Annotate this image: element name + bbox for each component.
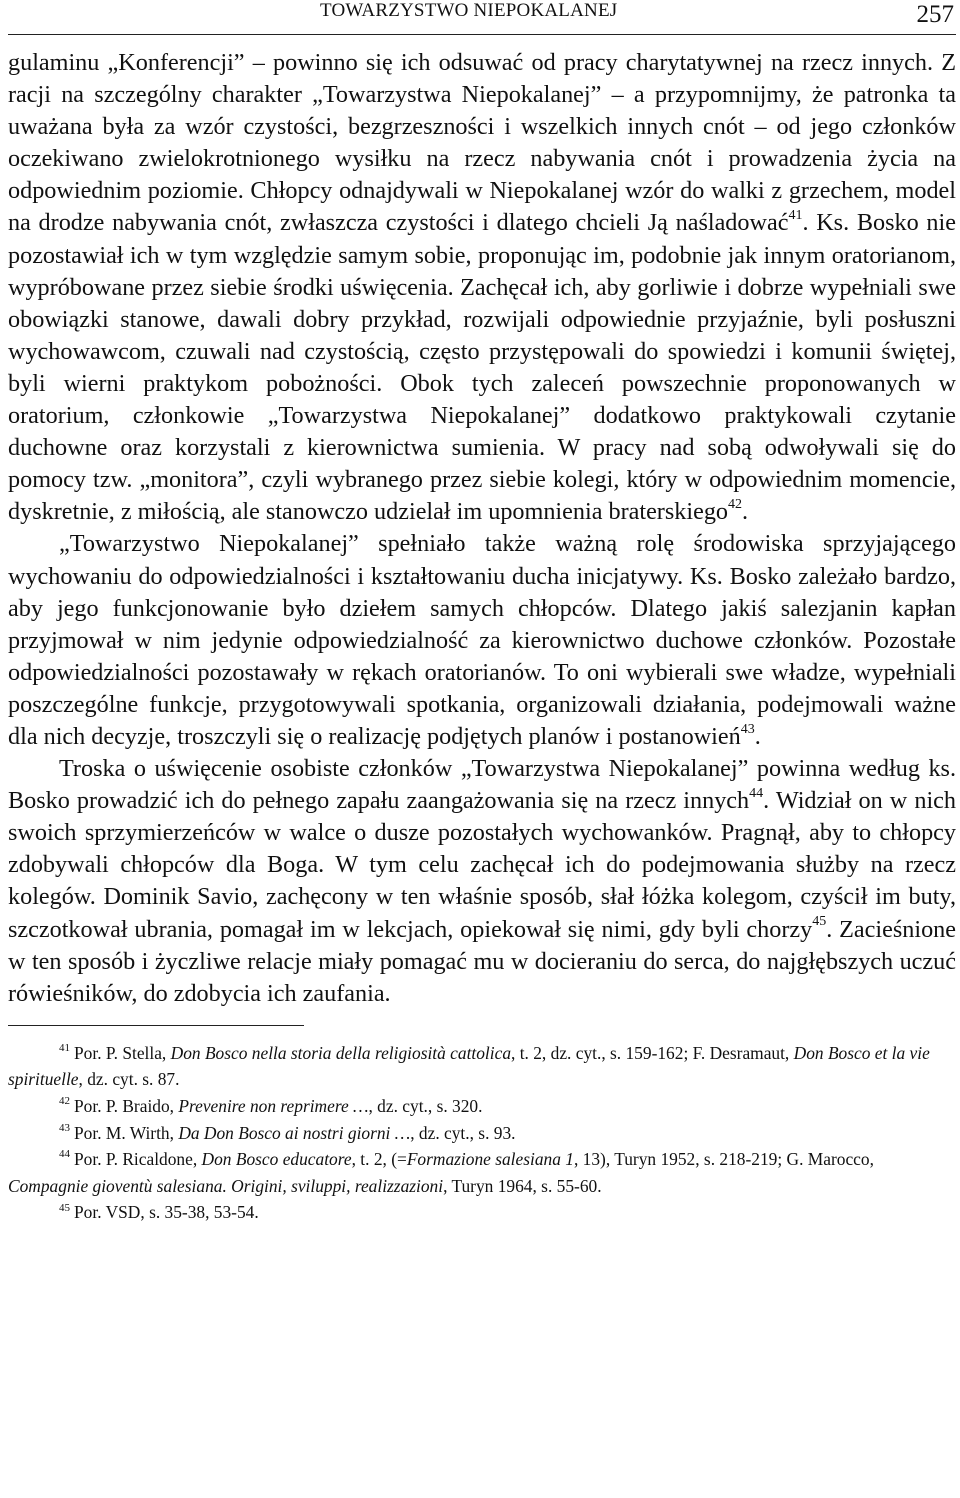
running-title: TOWARZYSTWO NIEPOKALANEJ bbox=[320, 0, 618, 21]
footnote-number: 43 bbox=[59, 1121, 70, 1134]
footnotes bbox=[8, 1040, 956, 1226]
text-run: gulaminu „Konferencji” – powinno się ich odsuwać od pracy charytatywnej na rzecz innych. Z racji na szczególny charakter „Towarzystwa Niepokalanej” – a przypomnijmy, że patronka ta uważana była za wzór czystości, bezgrzeszności i wszelkich innych cnót – od jego członków oczekiwano zwielokrotnionego wysiłku na rzecz nabywania cnót i prowadzenia życia na odpowiednim poziomie. Chłopcy odnajdywali w Niepokalanej wzór do walki z grzechem, model na drodze nabywania cnót, zwłaszcza czystości i dlatego chcieli Ją naśladować bbox=[8, 49, 956, 237]
text-run: Por. VSD, s. 35-38, 53-54. bbox=[74, 1202, 259, 1223]
footnote-separator bbox=[8, 1025, 304, 1026]
footnote-reference: 41 bbox=[788, 208, 803, 224]
text-run: . bbox=[754, 722, 761, 750]
italic-title: Da Don Bosco ai nostri giorni … bbox=[178, 1122, 411, 1143]
text-run: , dz. cyt., s. 93. bbox=[410, 1122, 516, 1143]
footnote-reference: 42 bbox=[728, 497, 743, 513]
footnote-reference: 45 bbox=[812, 914, 827, 930]
text-run: . Widział on w nich swoich sprzymierzeńców w walce o dusze pozostałych wychowanków. Pragnął, aby to chłopcy zdobywali chłopców dla Boga. W tym celu zachęcał ich do podejmowania służby na rzecz kolegów. Dominik Savio, zachęcony w ten właśnie sposób, słał łóżka kolegom, czyścił im buty, szczotkował ubrania, pomagał im w lekcjach, opiekował się nimi, gdy byli chorzy bbox=[8, 787, 956, 943]
footnote-number: 41 bbox=[59, 1042, 70, 1055]
footnote-number: 44 bbox=[59, 1148, 70, 1161]
paragraph bbox=[8, 528, 956, 753]
footnote bbox=[8, 1146, 956, 1199]
text-run: , dz. cyt., s. 320. bbox=[368, 1096, 483, 1116]
footnote-reference: 43 bbox=[740, 721, 755, 737]
text-run: Por. P. Stella, bbox=[74, 1042, 171, 1063]
text-run: . bbox=[742, 498, 749, 526]
italic-title: Compagnie gioventù salesiana. Origini, sviluppi, realizzazioni bbox=[8, 1175, 444, 1196]
body-text bbox=[8, 47, 956, 1010]
text-run: Troska o uświęcenie osobiste członków „Towarzystwa Niepokalanej” powinna według ks. Bosko prowadzić ich do pełnego zapału zaangażowania się na rzecz innych bbox=[8, 755, 956, 815]
italic-title: Don Bosco nella storia della religiosità cattolica bbox=[170, 1042, 512, 1063]
text-run: Por. M. Wirth, bbox=[74, 1122, 179, 1143]
text-run: „Towarzystwo Niepokalanej” spełniało także ważną rolę środowiska sprzyjającego wychowaniu do odpowiedzialności i kształtowaniu ducha inicjatywy. Ks. Bosko zależało bardzo, aby jego funkcjonowanie było dziełem samych chłopców. Dlatego jakiś salezjanin kapłan przyjmował w nim jedynie odpowiedzialność za kierownictwo duchowe członków. Pozostałe odpowiedzialności pozostawały w rękach oratorianów. To oni wybierali swe władze, wypełniali poszczególne funkcje, przygotowywali spotkania, organizowali działania, podejmowali ważne dla nich decyzje, troszczyli się o realizację podjętych planów i postanowień bbox=[8, 530, 956, 750]
footnote bbox=[8, 1093, 956, 1120]
text-run: , dz. cyt. s. 87. bbox=[78, 1069, 180, 1090]
footnote bbox=[8, 1199, 956, 1226]
page-header bbox=[8, 0, 956, 35]
text-run: . Ks. Bosko nie pozostawiał ich w tym względzie samym sobie, proponując im, podobnie jak innym oratorianom, wypróbowane przez siebie środki uświęcenia. Zachęcał ich, aby gorliwie i dobrze wypełniali swe obowiązki stanowe, dawali dobry przykład, rozwijali odpowiednie przyjaźnie, byli posłuszni wychowawcom, czuwali nad czystością, często przystępowali do spowiedzi i komunii świętej, byli wierni praktykom pobożności. Obok tych zaleceń powszechnie proponowanych w oratorium, członkowie „Towarzystwa Niepokalanej” dodatkowo praktykowali czytanie duchowne oraz korzystali z kierownictwa sumienia. W pracy nad sobą odwoływali się do pomocy tzw. „monitora”, czyli wybranego przez siebie kolegi, który w odpowiednim momencie, dyskretnie, z miłością, ale stanowczo udzielał im upomnienia braterskiego bbox=[8, 209, 956, 526]
paragraph bbox=[8, 753, 956, 1010]
footnote bbox=[8, 1120, 956, 1147]
footnote-number: 45 bbox=[59, 1201, 70, 1214]
footnote-reference: 44 bbox=[749, 786, 764, 802]
text-run: Por. P. Braido, bbox=[74, 1096, 179, 1116]
text-run: , t. 2, (= bbox=[351, 1149, 407, 1170]
italic-title: Formazione salesiana 1 bbox=[406, 1149, 574, 1170]
text-run: . Zacieśnione w ten sposób i życzliwe relacje miały pomagać mu w docieraniu do serca, do najgłębszych uczuć rówieśników, do zdobycia ich zaufania. bbox=[8, 915, 956, 1007]
page-number: 257 bbox=[916, 1, 954, 28]
italic-title: Prevenire non reprimere … bbox=[178, 1096, 369, 1116]
paragraph bbox=[8, 47, 956, 528]
text-run: , Turyn 1964, s. 55-60. bbox=[443, 1175, 602, 1196]
footnote-number: 42 bbox=[59, 1095, 70, 1108]
text-run: , 13), Turyn 1952, s. 218-219; G. Marocco, bbox=[573, 1149, 874, 1170]
text-run: Por. P. Ricaldone, bbox=[74, 1149, 202, 1170]
footnote bbox=[8, 1040, 956, 1093]
document-page bbox=[8, 0, 956, 1226]
italic-title: Don Bosco educatore bbox=[201, 1149, 352, 1170]
text-run: , t. 2, dz. cyt., s. 159-162; F. Desramaut, bbox=[511, 1042, 794, 1063]
italic-title: Don Bosco et la vie spirituelle bbox=[8, 1042, 930, 1090]
